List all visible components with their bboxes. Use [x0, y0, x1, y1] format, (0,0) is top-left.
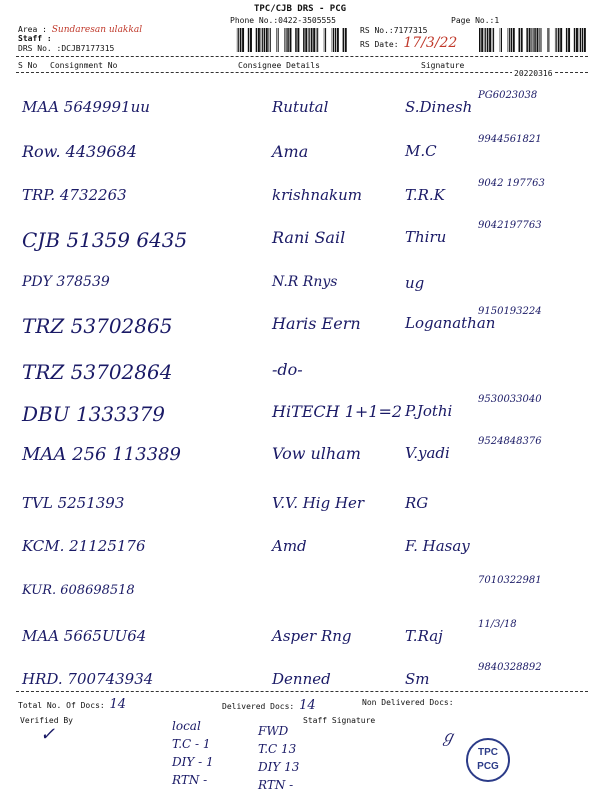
rs-date: [360, 35, 457, 51]
recipient-signature: T.Raj: [405, 627, 443, 645]
delivered-docs-label: Delivered Docs:: [222, 702, 295, 711]
barcode-bar: [501, 28, 502, 52]
delivered-docs-value: 14: [299, 698, 316, 713]
barcode-bar: [308, 28, 309, 52]
consignee-name: N.R Rnys: [272, 274, 338, 290]
barcode-bar: [237, 28, 238, 52]
consignee-name: krishnakum: [272, 186, 362, 204]
area-label: Area :: [18, 25, 47, 34]
barcode-bar: [493, 28, 494, 52]
recipient-signature: RG: [405, 494, 429, 512]
col-consignment: Consignment No: [50, 61, 118, 70]
barcode-bar: [258, 28, 260, 52]
barcode-bar: [560, 28, 562, 52]
barcode-bar: [316, 28, 317, 52]
barcode-bar: [324, 28, 325, 52]
barcode-bar: [576, 28, 578, 52]
consignee-name: Vow ulham: [272, 444, 361, 463]
barcode-bar: [284, 28, 285, 52]
recipient-signature: V.yadi: [405, 444, 450, 462]
recipient-phone-note: 9944561821: [478, 134, 542, 145]
recipient-phone-note: PG6023038: [478, 90, 538, 101]
barcode-bar: [305, 28, 307, 52]
barcode-bar: [555, 28, 556, 52]
barcode-bar: [250, 28, 252, 52]
tally-line: RTN -: [258, 778, 294, 792]
staff-label: Staff :: [18, 34, 52, 43]
col-sno: S No: [18, 61, 38, 70]
barcode-bar: [317, 28, 318, 52]
barcode-bar: [521, 28, 523, 52]
barcode-bar: [481, 28, 483, 52]
barcode-bar: [333, 28, 334, 52]
barcode-bar: [548, 28, 549, 52]
barcode-bar: [240, 28, 242, 52]
rs-number: RS No.:7177315: [360, 26, 428, 35]
tally-line: FWD: [258, 724, 289, 738]
tally-line: T.C - 1: [172, 737, 211, 751]
verifier-signature: ✓: [40, 724, 56, 745]
consignment-number: TRZ 53702865: [22, 314, 173, 338]
barcode-bar: [297, 28, 299, 52]
document-title: TPC/CJB DRS - PCG: [253, 4, 347, 14]
area-handwritten: Sundaresan ulakkal: [51, 25, 143, 35]
date-code: 20220316: [514, 69, 553, 78]
recipient-phone-note: 9530033040: [478, 394, 542, 405]
barcode-right: [479, 28, 587, 52]
total-docs-value: 14: [109, 697, 127, 712]
barcode-bar: [580, 28, 581, 52]
recipient-phone-note: 9042197763: [478, 220, 542, 231]
consignee-name: Rani Sail: [272, 228, 346, 247]
recipient-signature: F. Hasay: [405, 537, 470, 555]
barcode-bar: [492, 28, 493, 52]
staff-signature-label: Staff Signature: [303, 716, 376, 725]
col-consignee: Consignee Details: [238, 61, 320, 70]
barcode-bar: [262, 28, 263, 52]
recipient-signature: Sm: [405, 670, 430, 688]
recipient-phone-note: 7010322981: [478, 575, 542, 586]
barcode-bar: [256, 28, 258, 52]
tally-right: [258, 722, 299, 794]
stamp-line-2: PCG: [477, 761, 499, 772]
barcode-bar: [332, 28, 333, 52]
consignee-name: Haris Eern: [272, 314, 361, 333]
consignment-number: HRD. 700743934: [22, 670, 154, 688]
barcode-bar: [529, 28, 531, 52]
recipient-phone-note: 9840328892: [478, 662, 542, 673]
barcode-bar: [584, 28, 586, 52]
column-divider: [16, 72, 588, 73]
barcode-bar: [540, 28, 541, 52]
staff-signature: ℊ: [440, 727, 457, 746]
consignee-name: HiTECH 1+1=2: [272, 402, 403, 421]
consignee-name: V.V. Hig Her: [272, 494, 365, 512]
barcode-bar: [526, 28, 528, 52]
barcode-bar: [489, 28, 491, 52]
recipient-signature: T.R.K: [405, 186, 445, 204]
tally-line: T.C 13: [258, 742, 297, 756]
consignment-number: MAA 5665UU64: [22, 627, 147, 645]
barcode-bar: [295, 28, 297, 52]
barcode-bar: [337, 28, 339, 52]
consignment-number: MAA 5649991uu: [22, 98, 150, 116]
barcode-bar: [513, 28, 515, 52]
stamp-line-1: TPC: [478, 747, 498, 758]
barcode-bar: [335, 28, 337, 52]
barcode-bar: [287, 28, 289, 52]
barcode-left: [232, 28, 347, 52]
phone-number: Phone No.:0422-3505555: [230, 16, 336, 25]
recipient-signature: ug: [405, 274, 425, 292]
consignment-number: TVL 5251393: [22, 494, 125, 512]
barcode-bar: [278, 28, 279, 52]
recipient-signature: Thiru: [405, 228, 447, 246]
barcode-bar: [531, 28, 532, 52]
consignment-number: Row. 4439684: [22, 142, 137, 161]
company-stamp: [466, 738, 510, 782]
total-docs: [18, 697, 126, 712]
page-number: Page No.:1: [451, 16, 500, 25]
tally-line: DIY - 1: [172, 755, 214, 769]
barcode-bar: [534, 28, 536, 52]
consignment-number: PDY 378539: [22, 274, 110, 290]
barcode-bar: [248, 28, 250, 52]
barcode-bar: [509, 28, 510, 52]
barcode-bar: [345, 28, 347, 52]
recipient-signature: M.C: [405, 142, 437, 160]
barcode-bar: [574, 28, 576, 52]
recipient-signature: P.Jothi: [405, 402, 453, 420]
barcode-bar: [261, 28, 262, 52]
barcode-bar: [270, 28, 271, 52]
barcode-bar: [268, 28, 269, 52]
barcode-bar: [309, 28, 310, 52]
tally-line: DIY 13: [258, 760, 300, 774]
verified-by-label: Verified By: [20, 716, 73, 725]
consignee-name: Rututal: [272, 98, 329, 116]
recipient-phone-note: 9042 197763: [478, 178, 545, 189]
barcode-bar: [238, 28, 239, 52]
consignment-number: CJB 51359 6435: [22, 228, 188, 252]
consignment-number: DBU 1333379: [22, 402, 166, 426]
rs-date-handwritten: 17/3/22: [403, 35, 458, 51]
consignee-name: Amd: [272, 537, 307, 555]
header-divider: [16, 56, 588, 57]
barcode-bar: [511, 28, 512, 52]
barcode-bar: [290, 28, 292, 52]
barcode-bar: [579, 28, 580, 52]
barcode-bar: [558, 28, 560, 52]
recipient-phone-note: 9524848376: [478, 436, 542, 447]
tally-left: [172, 717, 214, 789]
consignee-name: Asper Rng: [272, 627, 352, 645]
footer-divider: [16, 691, 588, 692]
barcode-bar: [556, 28, 557, 52]
barcode-bar: [286, 28, 287, 52]
consignment-number: TRP. 4732263: [22, 186, 127, 204]
recipient-signature: S.Dinesh: [405, 98, 473, 116]
recipient-phone-note: 11/3/18: [478, 619, 517, 630]
total-docs-label: Total No. Of Docs:: [18, 701, 105, 710]
barcode-bar: [582, 28, 584, 52]
barcode-bar: [313, 28, 315, 52]
barcode-bar: [539, 28, 540, 52]
drs-number: DRS No. :DCJB7177315: [18, 44, 115, 53]
barcode-bar: [479, 28, 481, 52]
consignment-number: KUR. 608698518: [22, 583, 135, 598]
barcode-bar: [533, 28, 534, 52]
recipient-signature: Loganathan: [405, 314, 496, 332]
tally-line: RTN -: [172, 773, 208, 787]
barcode-bar: [537, 28, 539, 52]
barcode-bar: [303, 28, 305, 52]
consignee-name: -do-: [272, 360, 303, 379]
tally-line: local: [172, 719, 201, 733]
barcode-bar: [568, 28, 570, 52]
consignment-number: KCM. 21125176: [22, 537, 146, 555]
non-delivered-docs-label: Non Delivered Docs:: [362, 698, 454, 707]
barcode-bar: [325, 28, 326, 52]
barcode-bar: [484, 28, 485, 52]
delivered-docs: [222, 698, 316, 713]
consignee-name: Ama: [272, 142, 309, 161]
barcode-bar: [485, 28, 486, 52]
recipient-phone-note: 9150193224: [478, 306, 542, 317]
barcode-bar: [500, 28, 501, 52]
barcode-bar: [566, 28, 568, 52]
barcode-bar: [264, 28, 266, 52]
consignee-name: Denned: [272, 670, 331, 688]
rs-date-label: RS Date:: [360, 40, 399, 49]
consignment-number: TRZ 53702864: [22, 360, 173, 384]
col-signature: Signature: [421, 61, 465, 70]
barcode-bar: [508, 28, 509, 52]
consignment-number: MAA 256 113389: [22, 444, 181, 465]
barcode-bar: [276, 28, 277, 52]
barcode-bar: [242, 28, 244, 52]
barcode-bar: [266, 28, 268, 52]
barcode-bar: [311, 28, 313, 52]
barcode-bar: [343, 28, 345, 52]
barcode-bar: [519, 28, 521, 52]
barcode-bar: [487, 28, 489, 52]
barcode-bar: [547, 28, 548, 52]
